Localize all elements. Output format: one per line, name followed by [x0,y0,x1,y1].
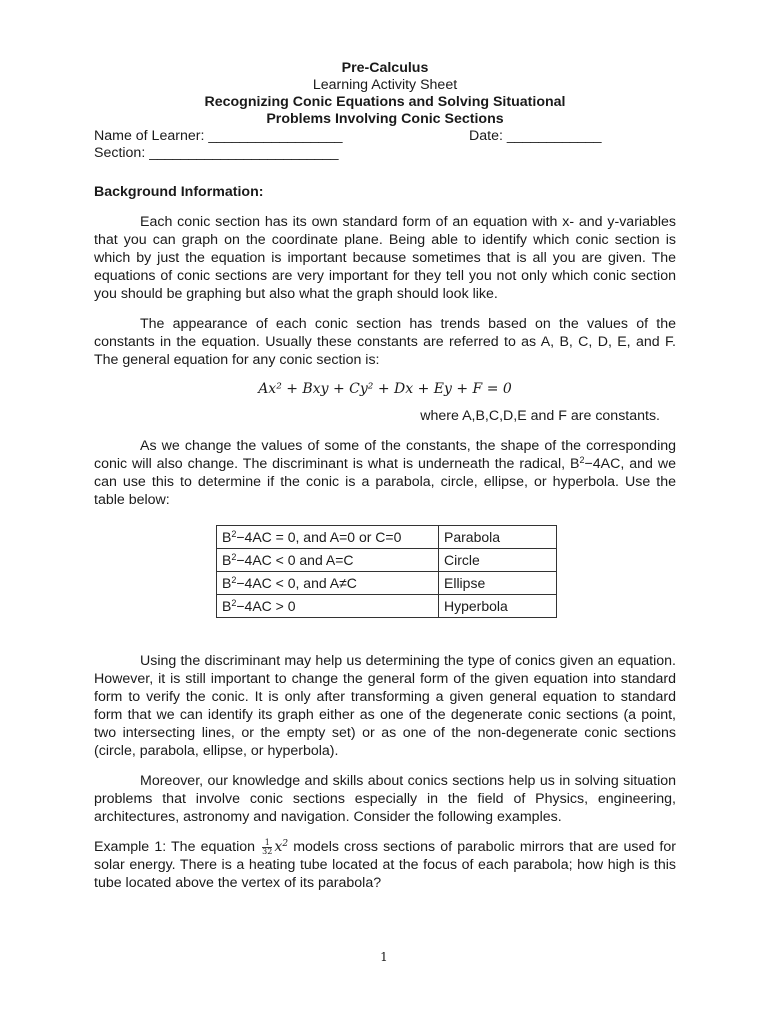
name-date-row [94,128,676,145]
date-field[interactable]: Date: ____________ [469,128,602,144]
example-1 [94,838,676,892]
constants-note: where A,B,C,D,E and F are constants. [420,408,660,424]
fraction [262,839,272,856]
discriminant-table [216,525,557,618]
sheet-type: Learning Activity Sheet [312,77,458,93]
table-row [217,526,557,549]
page-number: 1 [380,950,388,964]
section-field[interactable]: Section: ________________________ [94,145,339,161]
cell-text: B [222,598,232,614]
cell-text: −4AC < 0 and A=C [236,552,354,568]
table-cell-condition [217,526,439,549]
cell-text: B [222,575,232,591]
table-cell-conic: Parabola [439,526,557,549]
table-row [217,595,557,618]
background-heading: Background Information: [94,184,264,200]
paragraph-1: Each conic section has its own standard form of an equation with x- and y-variables that you can graph on the coordinate plane. Being able to identify which conic section is which by just the equation is important because sometimes that is all you are given. The equations of conic sections are very important for they tell you not only which conic section you should be graphing but also what the graph should look like. [94,214,676,302]
cell-text: −4AC = 0, and A=0 or C=0 [236,529,402,545]
cell-sup: 2 [231,529,237,539]
cell-text: −4AC > 0 [236,598,296,614]
general-conic-equation: Ax² + Bxy + Cy² + Dx + Ey + F = 0 [258,381,512,397]
paragraph-5: Moreover, our knowledge and skills about conics sections help us in solving situation problems that involve conic sections especially in the field of Physics, engineering, architectures, astronomy and navigation. Consider the following examples. [94,773,676,825]
paragraph-3 [94,437,676,509]
cell-sup: 2 [231,598,237,608]
cell-text: B [222,529,232,545]
table-cell-condition [217,549,439,572]
paragraph-3-after: −4AC, and we can use this to determine if the conic is a parabola, circle, ellipse, or hyperbola. Use the table below: [94,456,676,508]
table-cell-conic: Hyperbola [439,595,557,618]
paragraph-3-before: As we change the values of some of the constants, the shape of the corresponding conic will also change. The discriminant is what is underneath the radical, B [94,438,676,472]
document-title-line1: Recognizing Conic Equations and Solving Situational [204,94,566,110]
name-field[interactable]: Name of Learner: _________________ [94,128,343,144]
document-title-line2: Problems Involving Conic Sections [266,111,504,127]
fraction-denominator: 32 [262,846,273,856]
math-variable: x [274,839,283,855]
cell-sup: 2 [231,575,237,585]
math-exponent: 2 [282,839,289,849]
example-1-before: Example 1: The equation [94,839,256,855]
example-1-after: models cross sections of parabolic mirrors that are used for solar energy. There is a heating tube located at the focus of each parabola; how high is this tube located above the vertex of its parabola? [94,839,676,891]
worksheet-page [94,60,676,892]
cell-text: −4AC < 0, and A≠C [236,575,357,591]
table-row [217,572,557,595]
paragraph-2: The appearance of each conic section has trends based on the values of the constants in the equation. Usually these constants are referred to as A, B, C, D, E, and F. The general equation for any conic section is: [94,316,676,368]
table-cell-conic: Ellipse [439,572,557,595]
cell-text: B [222,552,232,568]
paragraph-4: Using the discriminant may help us determining the type of conics given an equation. However, it is still important to change the general form of the given equation into standard form to verify the conic. It is only after transforming a given general equation to standard form that we can identify its graph either as one of the degenerate conic sections (a point, two intersecting lines, or the empty set) or as one of the non-degenerate conic sections (circle, parabola, ellipse, or hyperbola). [94,653,676,759]
fraction-numerator: 1 [262,839,272,848]
paragraph-3-sup: 2 [579,455,585,465]
cell-sup: 2 [231,552,237,562]
table-cell-condition [217,572,439,595]
table-row [217,549,557,572]
table-cell-condition [217,595,439,618]
subject-title: Pre-Calculus [341,60,429,76]
table-cell-conic: Circle [439,549,557,572]
